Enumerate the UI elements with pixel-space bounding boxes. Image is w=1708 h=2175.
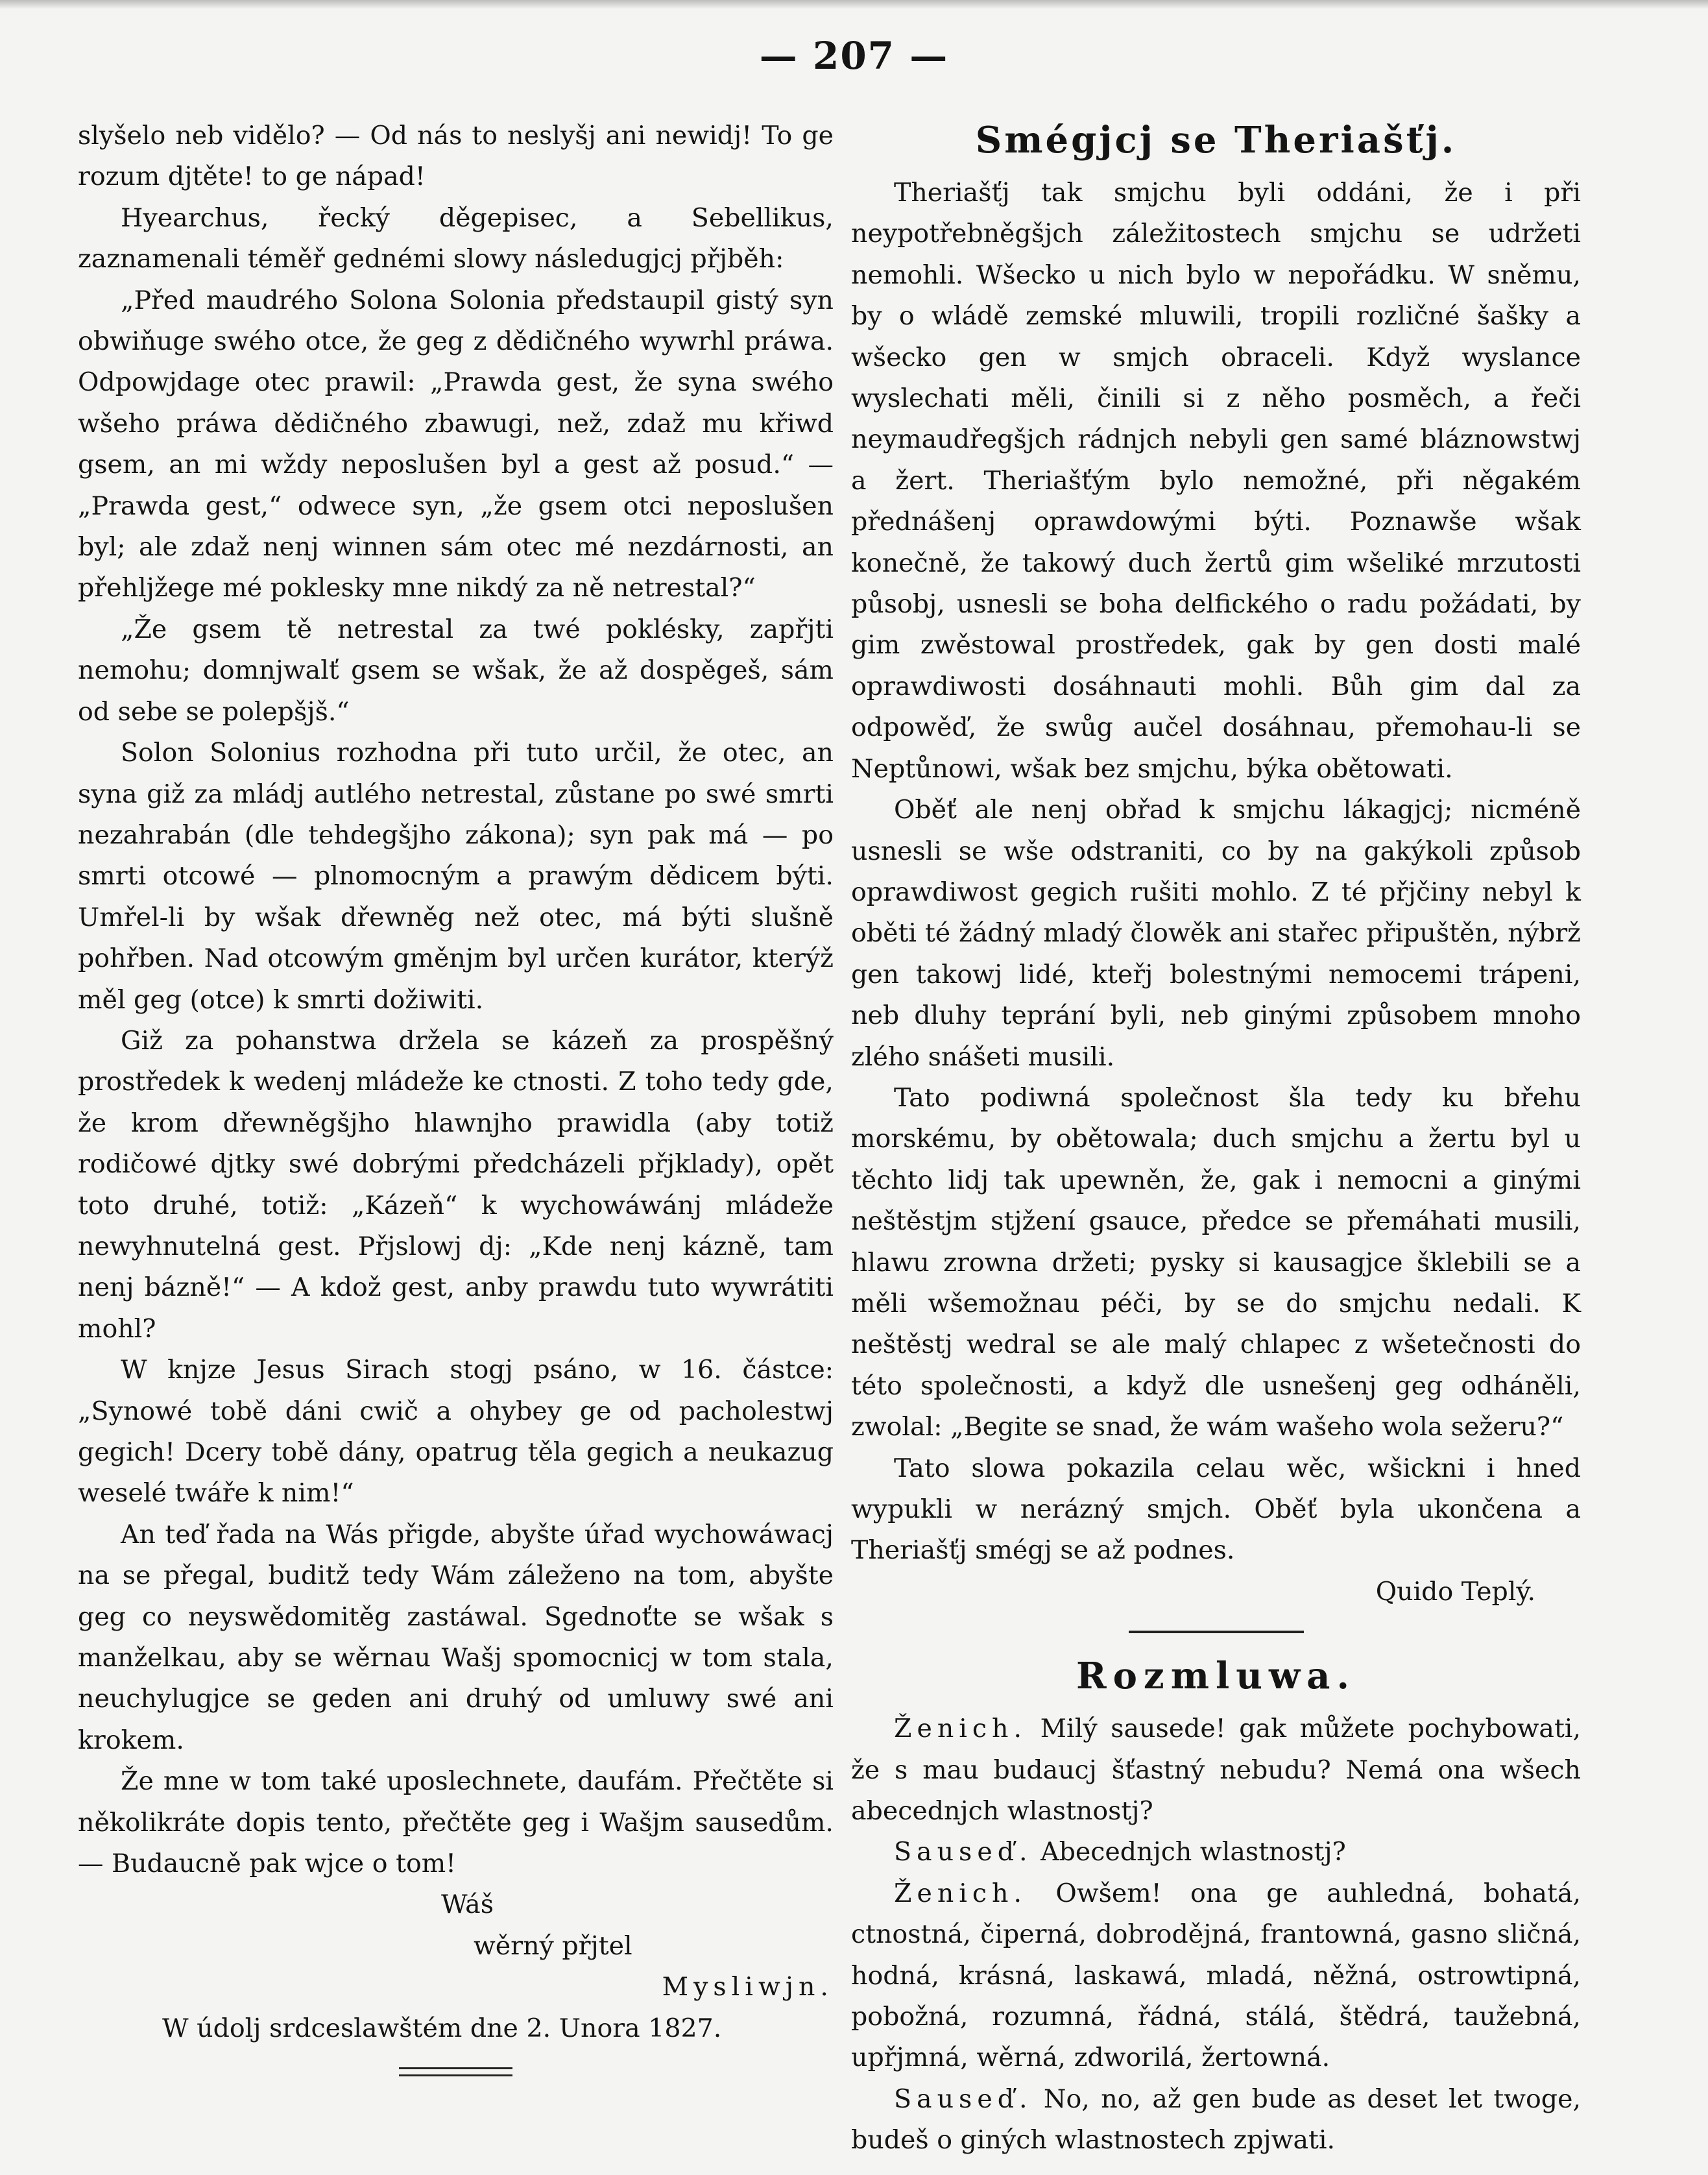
speaker-name: Ženich. bbox=[894, 1714, 1028, 1744]
dialogue-text: Milý sausede! gak můžete pochybowati, že s mau budaucj šťastný nebudu? Nemá ona wšech abecednjch wlastnostj? bbox=[851, 1714, 1581, 1827]
article-signature: Quido Teplý. bbox=[1375, 1576, 1535, 1607]
signature-salutation: Wáš bbox=[441, 1889, 494, 1920]
paragraph: Hyearchus, řecký děgepisec, a Sebellikus, zaznamenali téměř gednémi slowy následugjcj přjběh: bbox=[78, 202, 834, 274]
signature-name: Mysliwjn. bbox=[662, 1972, 834, 2002]
page-number: — 207 — bbox=[759, 34, 949, 78]
section-divider bbox=[399, 2067, 512, 2076]
speaker-name: Ženich. bbox=[894, 1878, 1028, 1908]
speaker-name: Sauseď. bbox=[894, 1837, 1033, 1867]
paragraph: Oběť ale nenj obřad k smjchu lákagjcj; nicméně usnesli se wše odstraniti, co by na gakýkoli způsob oprawdiwost gegich rušiti mohlo. Z té přjčiny nebyl k oběti té žádný mladý člowěk ani stařec připuštěn, nýbrž gen takowj lidé, kteřj bolestnými nemocemi trápeni, neb dluhy teprání byli, neb ginými způsobem mnoho zlého snášeti musili. bbox=[851, 795, 1581, 1072]
speaker-name: Sauseď. bbox=[894, 2084, 1033, 2114]
page-edge-shadow bbox=[0, 0, 1708, 9]
paragraph: Solon Solonius rozhodna při tuto určil, že otec, an syna giž za mládj autlého netrestal, zůstane po swé smrti nezahrabán (dle tehdegšjho zákona); syn pak má — po smrti otcowé — plnomocným a prawým dědicem býti. Umřel-li by wšak dřewněg než otec, má býti slušně pohřben. Nad otcowým gměnjm byl určen kurátor, kterýž měl geg (otce) k smrti dožiwiti. bbox=[78, 738, 834, 1015]
dialogue-line bbox=[851, 1708, 1581, 1832]
paragraph: Tato slowa pokazila celau wěc, wšickni i hned wypukli w nerázný smjch. Oběť byla ukončena a Theriašťj smégj se až podnes. bbox=[851, 1453, 1581, 1566]
dialogue-text: Abecednjch wlastnostj? bbox=[1032, 1837, 1346, 1867]
dialogue-line bbox=[851, 1873, 1581, 2079]
paragraph: Giž za pohanstwa držela se kázeň za prospěšný prostředek k wedenj mládeže ke ctnosti. Z toho tedy gde, že krom dřewněgšjho hlawnjho prawidla (aby totiž rodičowé djtky swé dobrými předcházeli přjklady), opět toto druhé, totiž: „Kázeň“ k wychowáwánj mládeže newyhnutelná gest. Přjslowj dj: „Kde nenj kázně, tam nenj bázně!“ — A kdož gest, anby prawdu tuto wywrátiti mohl? bbox=[78, 1025, 834, 1344]
dialogue-line bbox=[851, 1832, 1581, 1873]
article-title: Smégjcj se Theriašťj. bbox=[975, 119, 1457, 162]
dialogue-text: No, no, až gen bude as deset let twoge, budeš o giných wlastnostech zpjwati. bbox=[851, 2084, 1581, 2156]
paragraph: Theriašťj tak smjchu byli oddáni, že i při neypotřebněgšjch záležitostech smjchu se udržeti nemohli. Wšecko u nich bylo w nepořádku. W sněmu, by o wládě zemské mluwili, tropili rozličné šašky a wšecko gen w smjch obraceli. Když wyslance wyslechati měli, činili si z něho posměch, a řeči neymaudřegšjch rádnjch nebyli gen samé bláznowstwj a žert. Theriašťým bylo nemožné, při něgakém přednášenj opr‍awdowými býti. Poznawše wšak konečně, že takowý duch žertů gim wšeliké mrzutosti působj, usnesli se boha delfického o radu požádati, by gim zwěstowal prostředek, gak by gen dosti malé oprawdiwosti dosáhnauti mohli. Bůh gim dal za odpowěď, že swůg aučel dosáhnau, přemohau-li se Neptůnowi, wšak bez smjchu, býka obětowati. bbox=[851, 178, 1581, 784]
dialogue-line bbox=[851, 2079, 1581, 2161]
paragraph: slyšelo neb vidělo? — Od nás to neslyšj ani newidj! To ge rozum djtěte! to ge nápad! bbox=[78, 121, 834, 192]
dialogue-text: Owšem! ona ge auhledná, bohatá, ctnostná, čiperná, dobrodějná, frantowná, gasno sličná, hodná, krásná, laskawá, mladá, něžná, ostrowtipná, pobožná, rozumná, řádná, stálá, štědrá, taužebná, upřjmná, wěrná, zdworilá, žertowná. bbox=[851, 1878, 1581, 2073]
paragraph: „Že gsem tě netrestal za twé poklésky, zapřjti nemohu; domnjwalť gsem se wšak, že až dospěgeš, sám od sebe se polepšjš.“ bbox=[78, 614, 834, 727]
left-column bbox=[78, 115, 834, 2076]
section-divider bbox=[1129, 1631, 1304, 1633]
paragraph: W knjze Jesus Sirach stogj psáno, w 16. částce: „Synowé tobě dáni cwič a ohybey ge od pacholestwj gegich! Dcery tobě dány, opatrug těla gegich a neukazug weselé twáře k nim!“ bbox=[78, 1355, 834, 1509]
letter-date: W údolj srdceslawštém dne 2. Unora 1827. bbox=[162, 2013, 722, 2043]
signature-closing: wěrný přjtel bbox=[474, 1930, 632, 1961]
paragraph: An teď řada na Wás přigde, abyšte úřad wychowáwacj na se přegal, buditž tedy Wám záleženo na tom, abyšte geg co neyswědomitěg zastáwal. Sgednoťte se wšak s manželkau, aby se wěrnau Wašj spomocnicj w tom stala, neuchylugjce se geden ani druhý od umluwy swé ani krokem. bbox=[78, 1519, 834, 1755]
article-title: Rozmluwa. bbox=[1076, 1655, 1356, 1698]
paragraph: Tato podiwná společnost šla tedy ku břehu morskému, by obětowala; duch smjchu a žertu byl u těchto lidj tak upewněn, že, gak i nemocni a ginými neštěstjm stjžení gsauce, předce se přemáhati musili, hlawu zrowna držeti; pysky si kausagjce šklebili se a měli wšemožnau péči, by se do smjchu nedali. K neštěstj wedral se ale malý chlapec z wšetečnosti do této společnosti, a když dle usnešenj geg odháněli, zwolal: „Begite se snad, že wám wašeho wola sežeru?“ bbox=[851, 1082, 1581, 1442]
right-column bbox=[851, 115, 1581, 2161]
paragraph: Že mne w tom také uposlechnete, daufám. Přečtěte si několikráte dopis tento, přečtěte geg i Wašjm sausedům. — Budaucně pak wjce o tom! bbox=[78, 1766, 834, 1879]
paragraph: „Před maudrého Solona Solonia předstaupil gistý syn obwiňuge swého otce, že geg z dědičného wywrhl práwa. Odpowjdage otec prawil: „Prawda gest, že syna swého wšeho práwa dědičného zbawugi, než, zdaž mu křiwd gsem, an mi wždy neposlušen byl a gest až posud.“ — „Prawda gest,“ odwece syn, „že gsem otci neposlušen byl; ale zdaž nenj winnen sám otec mé nezdárnosti, an přehljžege mé poklesky mne nikdý za ně netrestal?“ bbox=[78, 285, 834, 603]
